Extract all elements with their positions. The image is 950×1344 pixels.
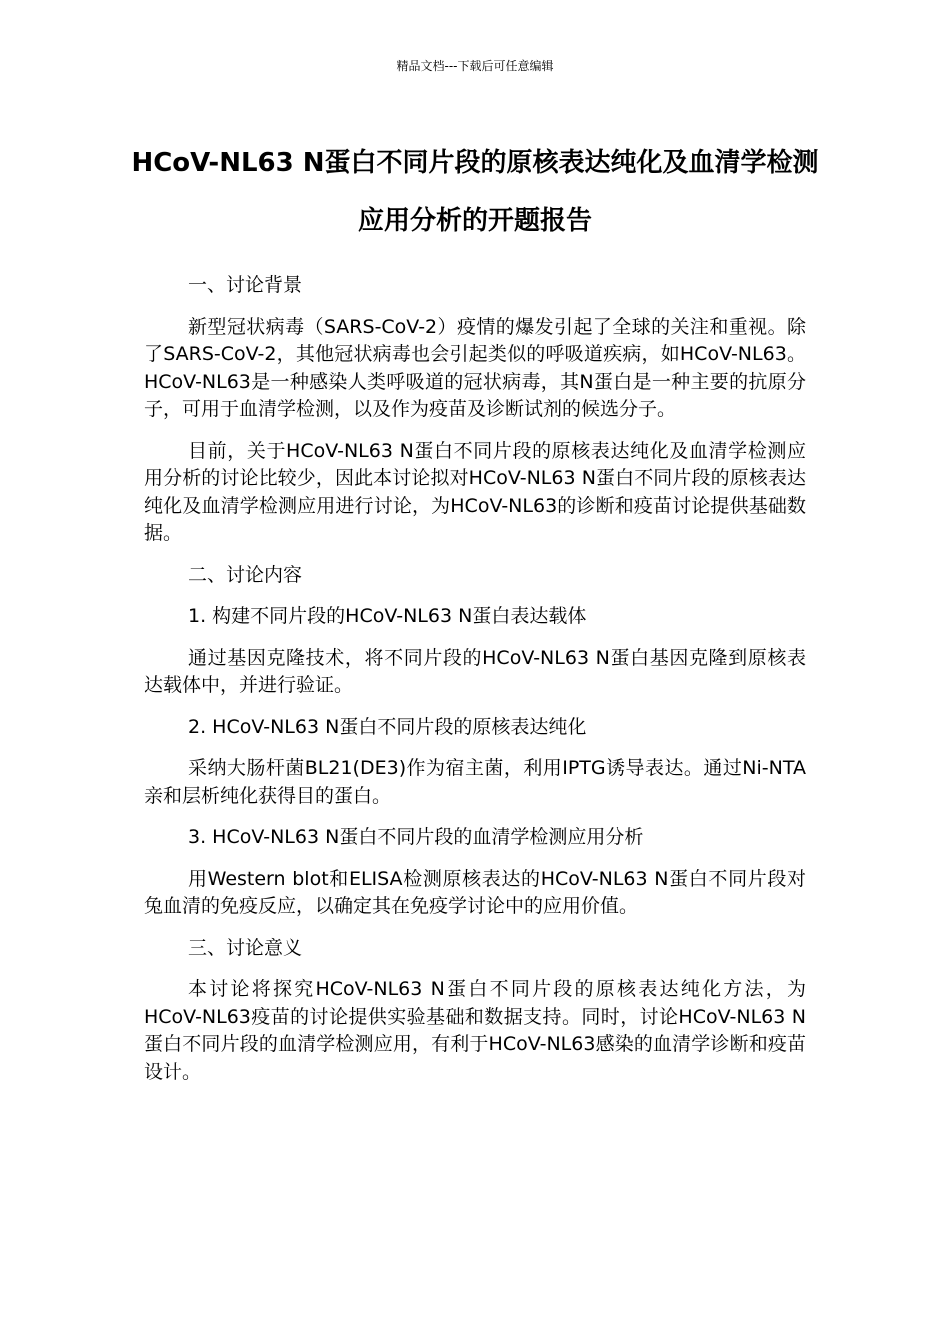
item-3-text: 用Western blot和ELISA检测原核表达的HCoV-NL63 N蛋白不同片段对兔血清的免疫反应，以确定其在免疫学讨论中的应用价值。 [144, 867, 806, 917]
item-2-heading: 2. HCoV-NL63 N蛋白不同片段的原核表达纯化 [188, 715, 587, 738]
item-1-heading: 1. 构建不同片段的HCoV-NL63 N蛋白表达载体 [188, 605, 587, 627]
background-paragraph-1: 新型冠状病毒（SARS-CoV-2）疫情的爆发引起了全球的关注和重视。除了SARS-CoV-2，其他冠状病毒也会引起类似的呼吸道疾病，如HCoV-NL63。HCoV-NL63是一种感染人类呼吸道的冠状病毒，其N蛋白是一种主要的抗原分子，可用于血清学检测，以及作为疫苗及诊断试剂的候选分子。 [144, 315, 806, 420]
background-paragraph-2: 目前，关于HCoV-NL63 N蛋白不同片段的原核表达纯化及血清学检测应用分析的讨论比较少，因此本讨论拟对HCoV-NL63 N蛋白不同片段的原核表达纯化及血清学检测应用进行讨论，为HCoV-NL63的诊断和疫苗讨论提供基础数据。 [144, 439, 806, 544]
section-heading-significance: 三、讨论意义 [188, 936, 303, 959]
item-2-text: 采纳大肠杆菌BL21(DE3)作为宿主菌，利用IPTG诱导表达。通过Ni-NTA亲和层析纯化获得目的蛋白。 [144, 757, 806, 807]
significance-paragraph: 本讨论将探究HCoV-NL63 N蛋白不同片段的原核表达纯化方法，为HCoV-NL63疫苗的讨论提供实验基础和数据支持。同时，讨论HCoV-NL63 N蛋白不同片段的血清学检测应用，有利于HCoV-NL63感染的血清学诊断和疫苗设计。 [144, 978, 806, 1083]
item-3-heading: 3. HCoV-NL63 N蛋白不同片段的血清学检测应用分析 [188, 826, 644, 848]
page-title: HCoV-NL63 N蛋白不同片段的原核表达纯化及血清学检测应用分析的开题报告 [131, 148, 819, 236]
document-body [144, 272, 806, 1100]
header-note: 精品文档---下载后可任意编辑 [396, 59, 554, 73]
section-heading-content: 二、讨论内容 [188, 563, 303, 586]
item-1-text: 通过基因克隆技术，将不同片段的HCoV-NL63 N蛋白基因克隆到原核表达载体中，并进行验证。 [144, 646, 806, 696]
section-heading-background: 一、讨论背景 [188, 274, 303, 296]
